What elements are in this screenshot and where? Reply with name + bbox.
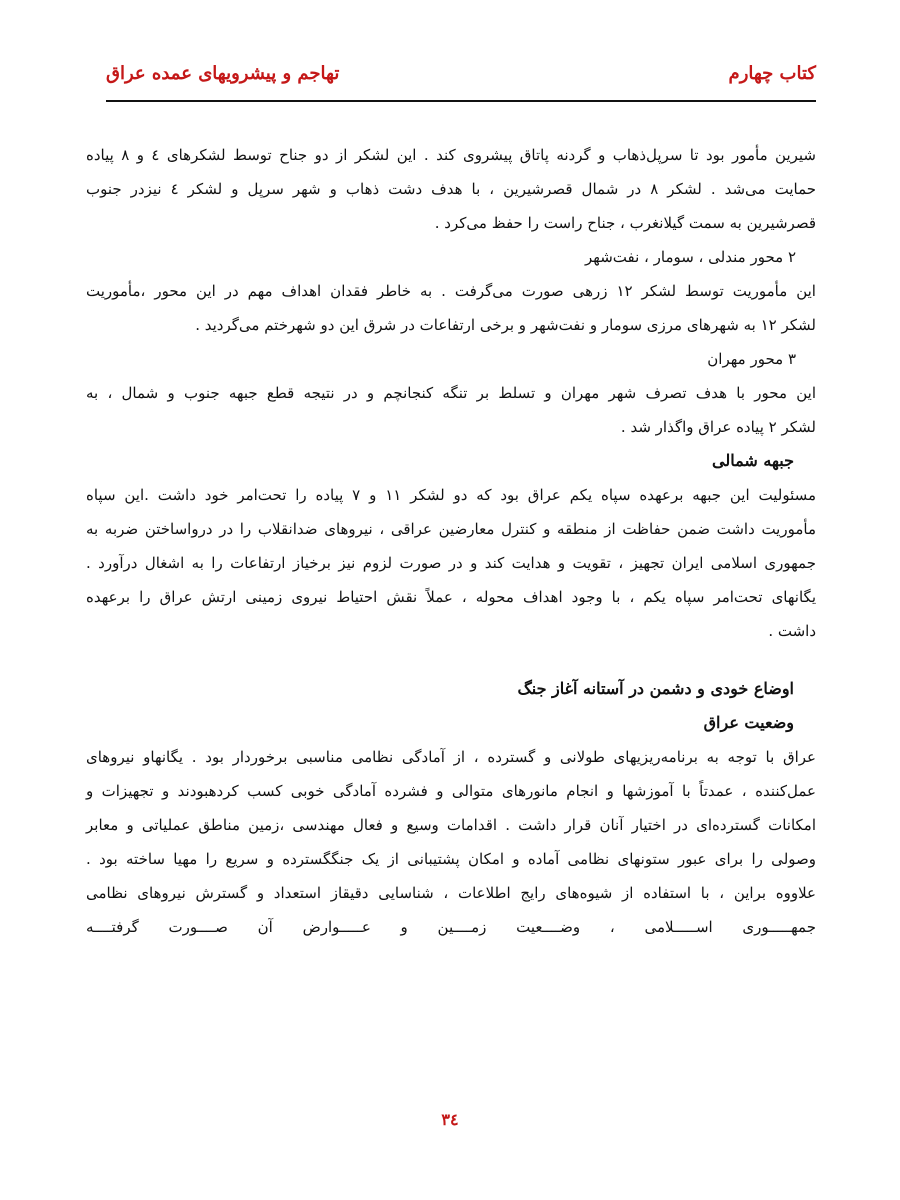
header-rule [106,100,816,102]
paragraph-axis-2 [86,274,816,342]
iraq-status-heading: وضعیت عراق [703,713,794,732]
paragraph-western-front [86,138,816,240]
page-header [106,55,816,91]
text-line: امکانات گسترده‌ای در اختیار آنان قرار داشت . اقدامات وسیع و فعال مهندسی ،زمین مناطق عملیاتی و معابر [86,816,817,834]
text-line: داشت . [768,622,816,640]
axis-3-title: ٣ محور مهران [707,350,796,368]
text-line: مسئولیت این جبهه برعهده سپاه یکم عراق بود که دو لشکر ١١ و ٧ پیاده را تحت‌امر خود داشت .این سپاه [86,486,817,504]
paragraph-iraq-status [86,740,816,944]
text-line: مأموریت داشت ضمن حفاظت از منطقه و کنترل معارضین عراقی ، نیروهای ضدانقلاب را در درواساختن ضربه به [86,520,816,538]
text-line: عمل‌کننده ، عمدتاً با آموزشها و انجام مانورهای متوالی و فشرده آمادگی خوبی کسب کردهبودند و تجهیزات و [86,782,816,800]
text-line: حمایت می‌شد . لشکر ٨ در شمال قصرشیرین ، با هدف دشت ذهاب و شهر سرپل و لشکر ٤ نیزدر جنوب [86,180,817,198]
text-line: عراق با توجه به برنامه‌ریزیهای طولانی و گسترده ، از آمادگی نظامی مناسبی برخوردار بود . یگانهاو نیروهای [86,748,816,766]
paragraph-axis-3 [86,376,816,444]
text-line: لشکر ٢ پیاده عراق واگذار شد . [620,418,816,436]
text-line: قصرشیرین به سمت گیلانغرب ، جناح راست را حفظ می‌کرد . [434,214,816,232]
section-heading: اوضاع خودی و دشمن در آستانه آغاز جنگ [517,679,794,698]
text-line: وصولی را برای عبور ستونهای نظامی آماده و امکان پشتیبانی از یک جنگگسترده و سریع را مهیا ساخته بود . [86,850,816,868]
section-gap [86,648,816,672]
book-title: کتاب چهارم [728,62,816,84]
page-number: ٣٤ [441,1110,459,1129]
text-line: جمهوری اسلامی ایران تجهیز ، تقویت و هدایت کند و در صورت لزوم نیز برخیاز ارتفاعات را به اشغال درآورد . [86,554,816,572]
text-line: شیرین مأمور بود تا سرپل‌ذهاب و گردنه پاتاق پیشروی کند . این لشکر از دو جناح توسط لشکرهای ٤ و ٨ پیاده [86,146,816,164]
text-line: این محور با هدف تصرف شهر مهران و تسلط بر تنگه کنجانچم و در نتیجه قطع جبهه جنوب و شمال ، به [86,384,816,402]
page-body [86,138,816,944]
text-line: یگانهای تحت‌امر سپاه یکم ، با وجود اهداف محوله ، عملاً نقش احتیاط نیروی زمینی ارتش عراق را برعهده [86,588,816,606]
text-line: این مأموریت توسط لشکر ١٢ زرهی صورت می‌گرفت . به خاطر فقدان اهداف مهم در این محور ،مأموریت [86,282,816,300]
text-line: جمهـــــوری اســـــلامی ، وضــــعیت زمــــین و عـــــوارض آن صــــورت گرفتــــه [86,918,816,936]
paragraph-north-front [86,478,816,648]
axis-2-title: ٢ محور مندلی ، سومار ، نفت‌شهر [585,248,796,266]
text-line: لشکر ١٢ به شهرهای مرزی سومار و نفت‌شهر و برخی ارتفاعات در شرق این دو شهرختم می‌گردید . [195,316,816,334]
north-front-heading: جبهه شمالی [712,451,794,470]
text-line: علاووه براین ، با استفاده از شیوه‌های رایج اطلاعات ، شناسایی دقیقاز استعداد و گسترش نیروهای نظامی [86,884,816,902]
chapter-title: تهاجم و پیشرویهای عمده عراق [106,62,340,84]
